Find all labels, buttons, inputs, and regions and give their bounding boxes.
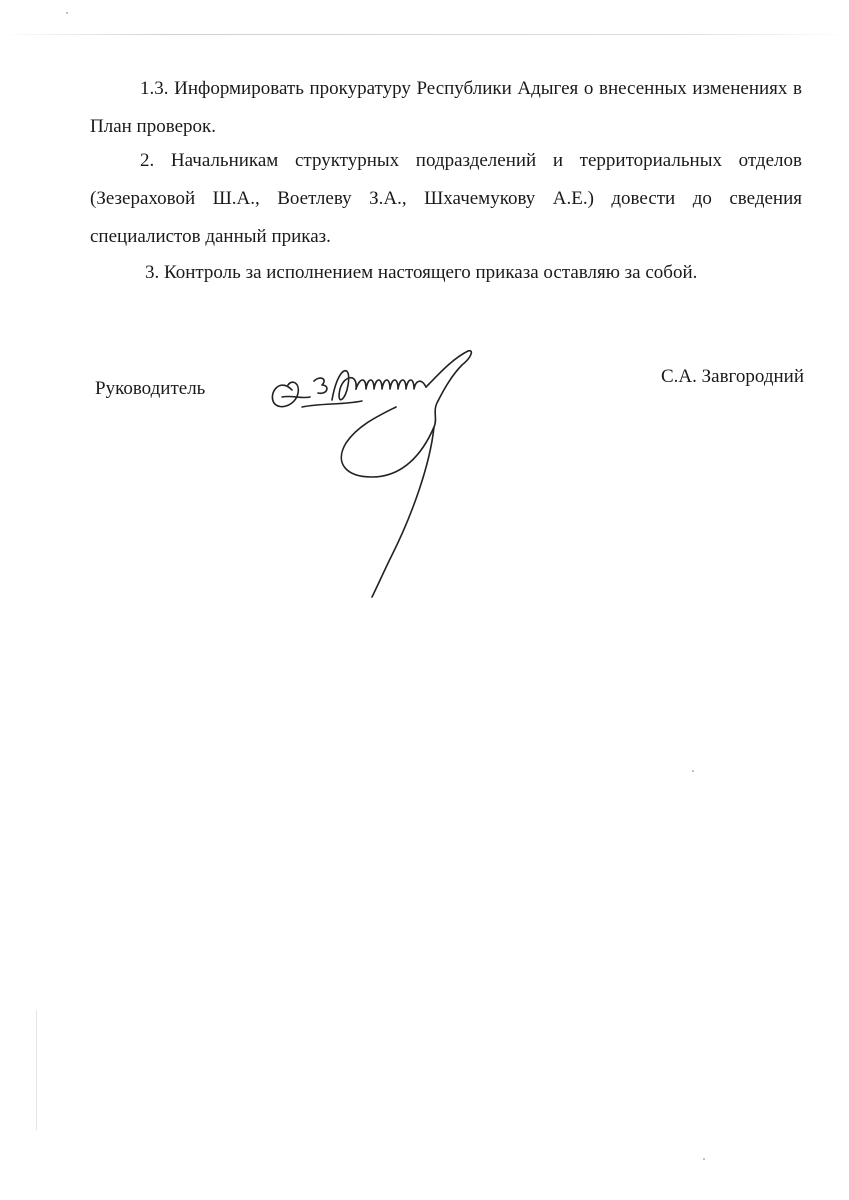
paragraph-1-3: 1.3. Информировать прокуратуру Республики Адыгея о внесенных изменениях в План проверок. xyxy=(90,78,802,137)
handwritten-signature xyxy=(262,345,492,605)
signatory-name: С.А. Завгородний xyxy=(660,366,804,387)
scan-edge-mark xyxy=(36,1010,37,1130)
scan-speck xyxy=(692,770,694,772)
scan-speck xyxy=(66,12,68,14)
paragraph-3: 3. Контроль за исполнением настоящего приказа оставляю за собой. xyxy=(145,262,698,283)
scan-edge-line xyxy=(0,34,849,35)
signatory-role: Руководитель xyxy=(95,378,206,399)
paragraph-2: 2. Начальникам структурных подразделений и территориальных отделов (Зезераховой Ш.А., Воетлеву З.А., Шхачемукову А.Е.) довести до сведения специалистов данный приказ. xyxy=(90,150,802,247)
scan-speck xyxy=(703,1158,705,1160)
